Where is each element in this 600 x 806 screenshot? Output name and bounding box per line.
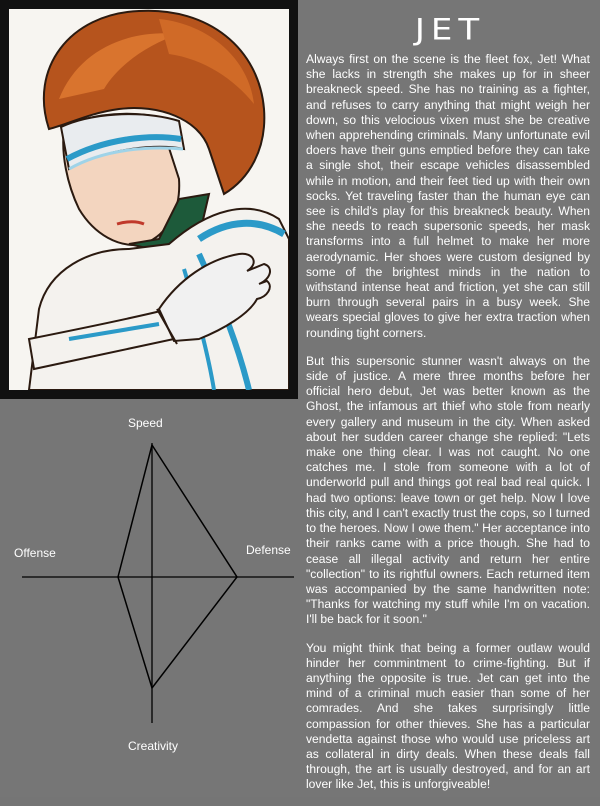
stat-diagram xyxy=(0,401,298,797)
bio-paragraph-2: But this supersonic stunner wasn't always on the side of justice. A mere three months before her official hero debut, Jet was better known as the Ghost, the infamous art thief who stole from nearly every gallery and museum in the city. When asked about her sudden career change she replied: "Lets make one thing clear. I was not caught. No one catches me. I stole from someone with a lot of underworld pull and things got real bad real quick. I had two options: leave town or get help. Now I love this city, and I can't exactly trust the cops, so I turned to the heroes. Now I owe them." Her acceptance into their ranks came with a price though. She had to cease all illegal activity and return her entire "collection" to its rightful owners. Each returned item was accompanied by the same handwritten note: "Thanks for watching my stuff while I'm on vacation. I'll be back for it soon." xyxy=(306,353,590,627)
stat-label-creativity: Creativity xyxy=(128,739,179,753)
jet-illustration xyxy=(9,9,289,390)
character-portrait xyxy=(9,9,289,390)
character-portrait-frame xyxy=(0,0,298,399)
stat-label-speed: Speed xyxy=(128,416,163,430)
stat-diagram-graphic xyxy=(0,401,298,797)
character-name-title: JET xyxy=(414,13,486,47)
stat-shape xyxy=(118,445,237,688)
stat-label-defense: Defense xyxy=(246,543,291,557)
bio-paragraph-3: You might think that being a former outlaw would hinder her commintment to crime-fighting. But if anything the opposite is true. Jet can get into the mind of a criminal much easier than some of her comrades. And she takes surprisingly little compassion for other thieves. She has a particular vendetta against those who would use priceless art as collateral in dirty deals. When these deals fall through, the art is usually destroyed, and for an art lover like Jet, this is unforgiveable! xyxy=(306,640,590,792)
stat-label-offense: Offense xyxy=(14,546,56,560)
bio-paragraph-1: Always first on the scene is the fleet fox, Jet! What she lacks in strength she makes up for in sheer breakneck speed. She has no training as a fighter, and refuses to carry anything that might weigh her down, so this velocious vixen must she be creative when apprehending criminals. Many unfortunate evil doers have their guns emptied before they can take a single shot, their escape vehicles disassembled while in motion, and their feet tied up with their own socks. Yet traveling faster than the human eye can see is child's play for this breakneck beauty. When she needs to reach supersonic speeds, her mask transforms into a full helmet to make her more aerodynamic. Her shoes were custom designed by some of the brightest minds in the nation to withstand intense heat and friction, yet she can still burn through several pairs in a busy week. She wears special gloves to give her extra traction when rounding tight corners. xyxy=(306,52,590,340)
character-bio xyxy=(306,52,590,806)
